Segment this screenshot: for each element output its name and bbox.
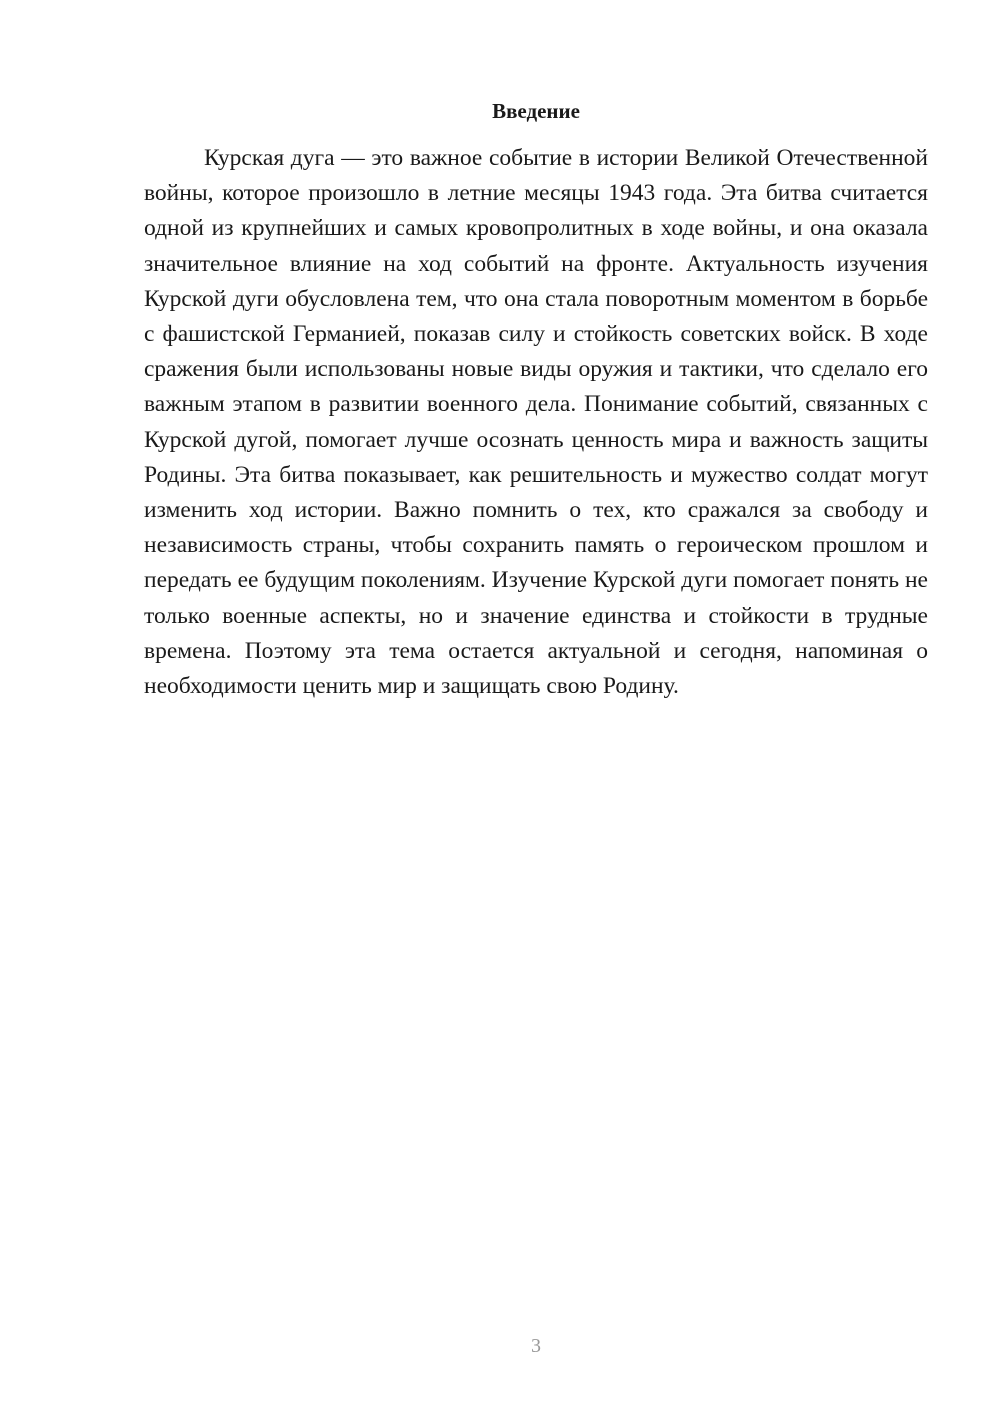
page-number: 3 [531, 1335, 541, 1357]
body-paragraph: Курская дуга — это важное событие в истории Великой Отечественной войны, которое произошло в летние месяцы 1943 года. Эта битва считается одной из крупнейших и самых кровопролитных в ходе войны, и она оказала значительное влияние на ход событий на фронте. Актуальность изучения Курской дуги обусловлена тем, что она стала поворотным моментом в борьбе с фашистской Германией, показав силу и стойкость советских войск. В ходе сражения были использованы новые виды оружия и тактики, что сделало его важным этапом в развитии военного дела. Понимание событий, связанных с Курской дугой, помогает лучше осознать ценность мира и важность защиты Родины. Эта битва показывает, как решительность и мужество солдат могут изменить ход истории. Важно помнить о тех, кто сражался за свободу и независимость страны, чтобы сохранить память о героическом прошлом и передать ее будущим поколениям. Изучение Курской дуги помогает понять не только военные аспекты, но и значение единства и стойкости в трудные времена. Поэтому эта тема остается актуальной и сегодня, напоминая о необходимости ценить мир и защищать свою Родину. [144, 145, 928, 700]
section-heading: Введение [492, 99, 580, 123]
